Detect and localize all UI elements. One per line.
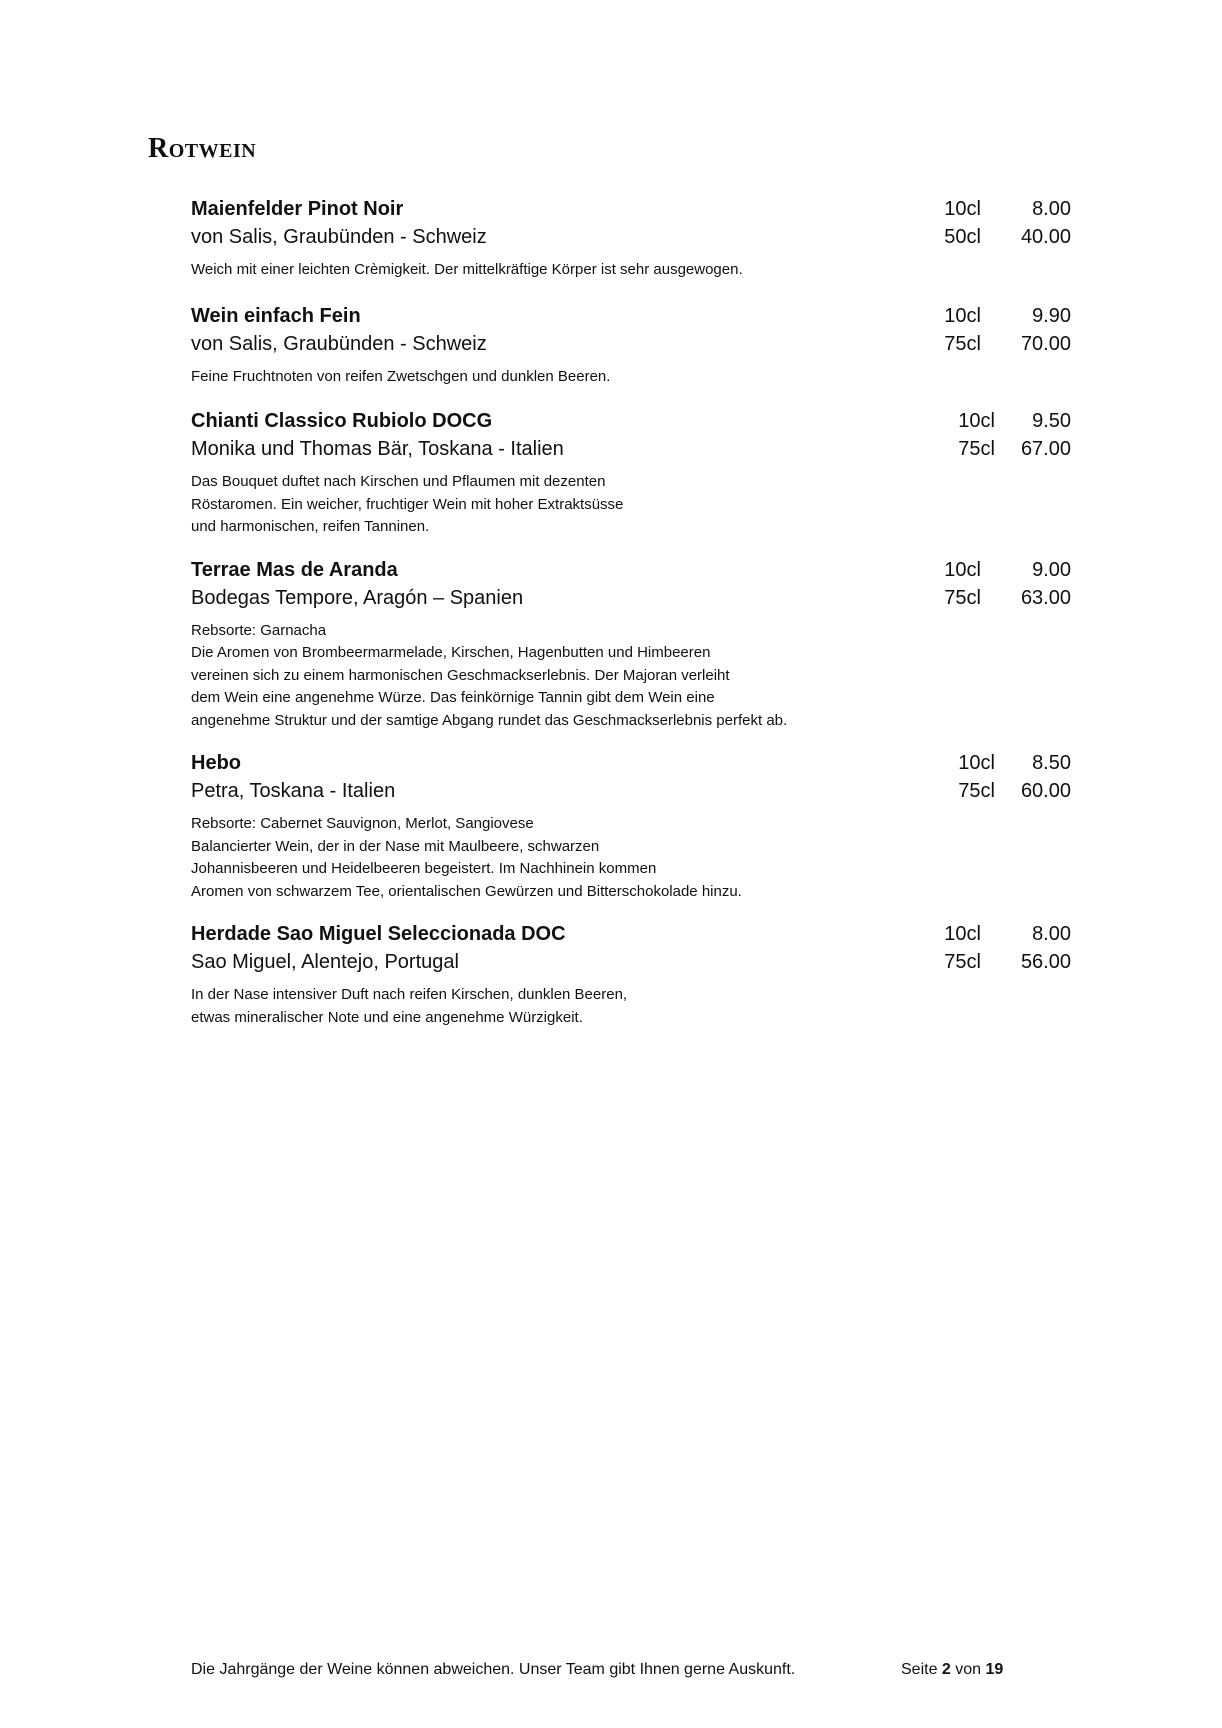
wine-name-row [191, 923, 1071, 951]
wine-producer-row [191, 333, 1071, 361]
wine-price-small: 8.00 [1032, 198, 1071, 220]
wine-name-row [191, 559, 1071, 587]
wine-size-small: 10cl [958, 410, 995, 432]
wine-entry-terrae [191, 559, 1071, 733]
wine-name-row [191, 410, 1071, 438]
page-separator: von [955, 1661, 982, 1678]
wine-producer: von Salis, Graubünden - Schweiz [191, 332, 487, 355]
wine-producer-row [191, 438, 1071, 466]
wine-producer: Monika und Thomas Bär, Toskana - Italien [191, 438, 564, 460]
wine-name: Hebo [191, 752, 241, 774]
wine-price-small: 8.00 [1032, 923, 1071, 945]
description-line: etwas mineralischer Note und eine angenehme Würzigkeit. [191, 1008, 583, 1026]
description-line: Rebsorte: Garnacha [191, 621, 327, 639]
wine-producer-row [191, 587, 1071, 615]
wine-price-large: 70.00 [1020, 332, 1071, 355]
wine-name-row [191, 198, 1071, 226]
wine-producer: Bodegas Tempore, Aragón – Spanien [191, 586, 524, 609]
wine-producer-row [191, 951, 1071, 979]
wine-description [191, 366, 1071, 389]
wine-price-small: 9.00 [1032, 558, 1071, 581]
wine-size-large: 50cl [944, 226, 981, 248]
description-line: und harmonischen, reifen Tanninen. [191, 518, 430, 535]
page-prefix: Seite [901, 1661, 938, 1678]
wine-entry-herdade [191, 923, 1071, 1029]
description-line: Weich mit einer leichten Crèmigkeit. Der mittelkräftige Körper ist sehr ausgewogen. [191, 261, 743, 278]
page-total: 19 [985, 1661, 1004, 1678]
wine-entry-chianti [191, 410, 1071, 539]
description-line: Rebsorte: Cabernet Sauvignon, Merlot, Sangiovese [191, 815, 534, 832]
wine-description [191, 259, 1071, 282]
page-current: 2 [941, 1661, 951, 1678]
wine-name: Wein einfach Fein [191, 304, 361, 327]
description-line: Aromen von schwarzem Tee, orientalischen Gewürzen und Bitterschokolade hinzu. [191, 882, 742, 900]
description-line: Feine Fruchtnoten von reifen Zwetschgen und dunklen Beeren. [191, 367, 611, 385]
description-line: vereinen sich zu einem harmonischen Geschmackserlebnis. Der Majoran verleiht [191, 666, 730, 684]
wine-size-small: 10cl [944, 558, 981, 581]
wine-producer: Petra, Toskana - Italien [191, 780, 396, 802]
wine-size-large: 75cl [944, 332, 981, 355]
wine-price-large: 63.00 [1020, 586, 1071, 609]
wine-name-row [191, 752, 1071, 780]
wine-price-large: 60.00 [1020, 780, 1071, 802]
description-line: angenehme Struktur und der samtige Abgang rundet das Geschmackserlebnis perfekt ab. [191, 711, 788, 729]
wine-size-small: 10cl [944, 923, 981, 945]
wine-price-large: 67.00 [1020, 438, 1071, 460]
wine-size-large: 75cl [944, 951, 981, 973]
wine-size-small: 10cl [958, 752, 995, 774]
wine-description [191, 813, 1071, 903]
wine-price-large: 40.00 [1020, 226, 1071, 248]
wine-producer: von Salis, Graubünden - Schweiz [191, 226, 487, 248]
section-title: Rotwein [148, 133, 257, 164]
wine-size-large: 75cl [958, 438, 995, 460]
wine-name: Herdade Sao Miguel Seleccionada DOC [191, 923, 566, 945]
wine-producer-row [191, 226, 1071, 254]
wine-price-small: 8.50 [1032, 752, 1071, 774]
wine-size-small: 10cl [944, 304, 981, 327]
description-line: dem Wein eine angenehme Würze. Das feinkörnige Tannin gibt dem Wein eine [191, 689, 715, 706]
description-line: Die Aromen von Brombeermarmelade, Kirschen, Hagenbutten und Himbeeren [191, 644, 711, 661]
wine-name: Maienfelder Pinot Noir [191, 198, 404, 220]
wine-entry-maienfelder [191, 198, 1071, 282]
wine-name: Chianti Classico Rubiolo DOCG [191, 410, 493, 432]
wine-size-large: 75cl [944, 586, 981, 609]
footer-note: Die Jahrgänge der Weine können abweichen. Unser Team gibt Ihnen gerne Auskunft. [191, 1661, 796, 1678]
wine-list [191, 198, 1071, 1029]
page-number [901, 1661, 1003, 1679]
wine-price-small: 9.90 [1032, 304, 1071, 327]
wine-producer: Sao Miguel, Alentejo, Portugal [191, 951, 459, 973]
wine-price-large: 56.00 [1020, 951, 1071, 973]
wine-entry-einfach-fein [191, 305, 1071, 389]
wine-name: Terrae Mas de Aranda [191, 558, 398, 581]
description-line: In der Nase intensiver Duft nach reifen Kirschen, dunklen Beeren, [191, 986, 628, 1003]
wine-size-large: 75cl [958, 780, 995, 802]
description-line: Das Bouquet duftet nach Kirschen und Pflaumen mit dezenten [191, 473, 606, 490]
wine-entry-hebo [191, 752, 1071, 903]
wine-description [191, 620, 1071, 733]
wine-name-row [191, 305, 1071, 333]
description-line: Balancierter Wein, der in der Nase mit Maulbeere, schwarzen [191, 837, 600, 855]
description-line: Röstaromen. Ein weicher, fruchtiger Wein mit hoher Extraktsüsse [191, 495, 624, 513]
description-line: Johannisbeeren und Heidelbeeren begeistert. Im Nachhinein kommen [191, 860, 657, 877]
wine-producer-row [191, 780, 1071, 808]
wine-size-small: 10cl [944, 198, 981, 220]
wine-description [191, 471, 1071, 539]
wine-description [191, 984, 1071, 1029]
wine-price-small: 9.50 [1032, 410, 1071, 432]
